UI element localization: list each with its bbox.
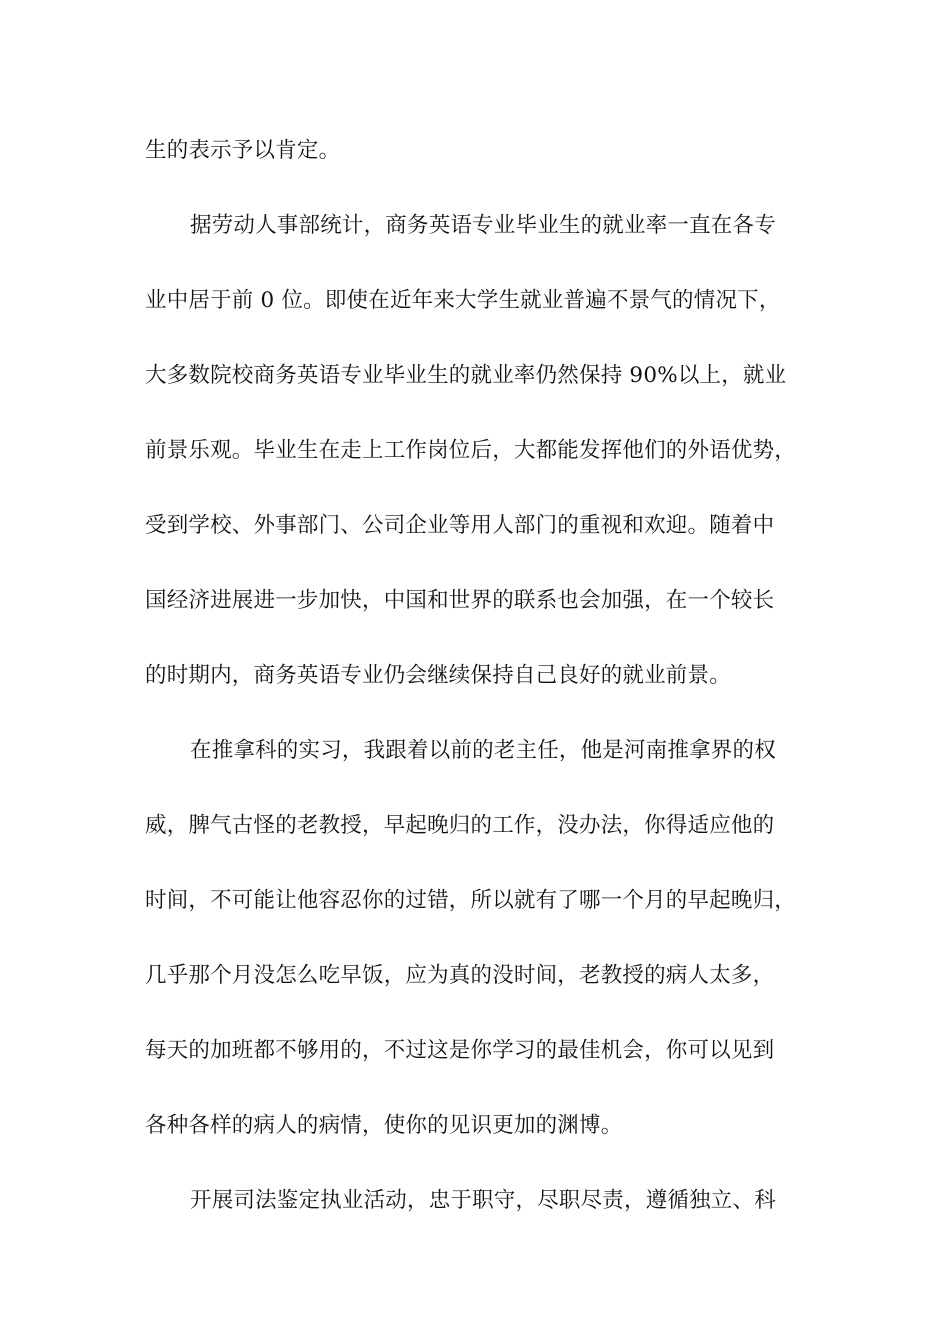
text-line: 业中居于前 0 位。即使在近年来大学生就业普遍不景气的情况下，	[145, 288, 781, 313]
text-line: 时间，不可能让他容忍你的过错，所以就有了哪一个月的早起晚归，	[145, 888, 797, 913]
paragraph-start-line: 在推拿科的实习，我跟着以前的老主任，他是河南推拿界的权	[190, 738, 776, 763]
text-line: 各种各样的病人的病情，使你的见识更加的渊博。	[145, 1113, 623, 1138]
text-line: 几乎那个月没怎么吃早饭，应为真的没时间，老教授的病人太多，	[145, 963, 775, 988]
paragraph-start-line: 开展司法鉴定执业活动，忠于职守，尽职尽责，遵循独立、科	[190, 1188, 776, 1213]
text-line: 受到学校、外事部门、公司企业等用人部门的重视和欢迎。随着中	[145, 513, 775, 538]
paragraph-start-line: 据劳动人事部统计，商务英语专业毕业生的就业率一直在各专	[190, 213, 776, 238]
text-line: 大多数院校商务英语专业毕业生的就业率仍然保持 90%以上，就业	[145, 363, 787, 388]
text-line: 的时期内，商务英语专业仍会继续保持自己良好的就业前景。	[145, 663, 731, 688]
text-line: 国经济进展进一步加快，中国和世界的联系也会加强，在一个较长	[145, 588, 775, 613]
text-line: 前景乐观。毕业生在走上工作岗位后，大都能发挥他们的外语优势，	[145, 438, 797, 463]
text-line: 威，脾气古怪的老教授，早起晚归的工作，没办法，你得适应他的	[145, 813, 775, 838]
text-line: 每天的加班都不够用的，不过这是你学习的最佳机会，你可以见到	[145, 1038, 775, 1063]
text-line: 生的表示予以肯定。	[145, 138, 341, 163]
